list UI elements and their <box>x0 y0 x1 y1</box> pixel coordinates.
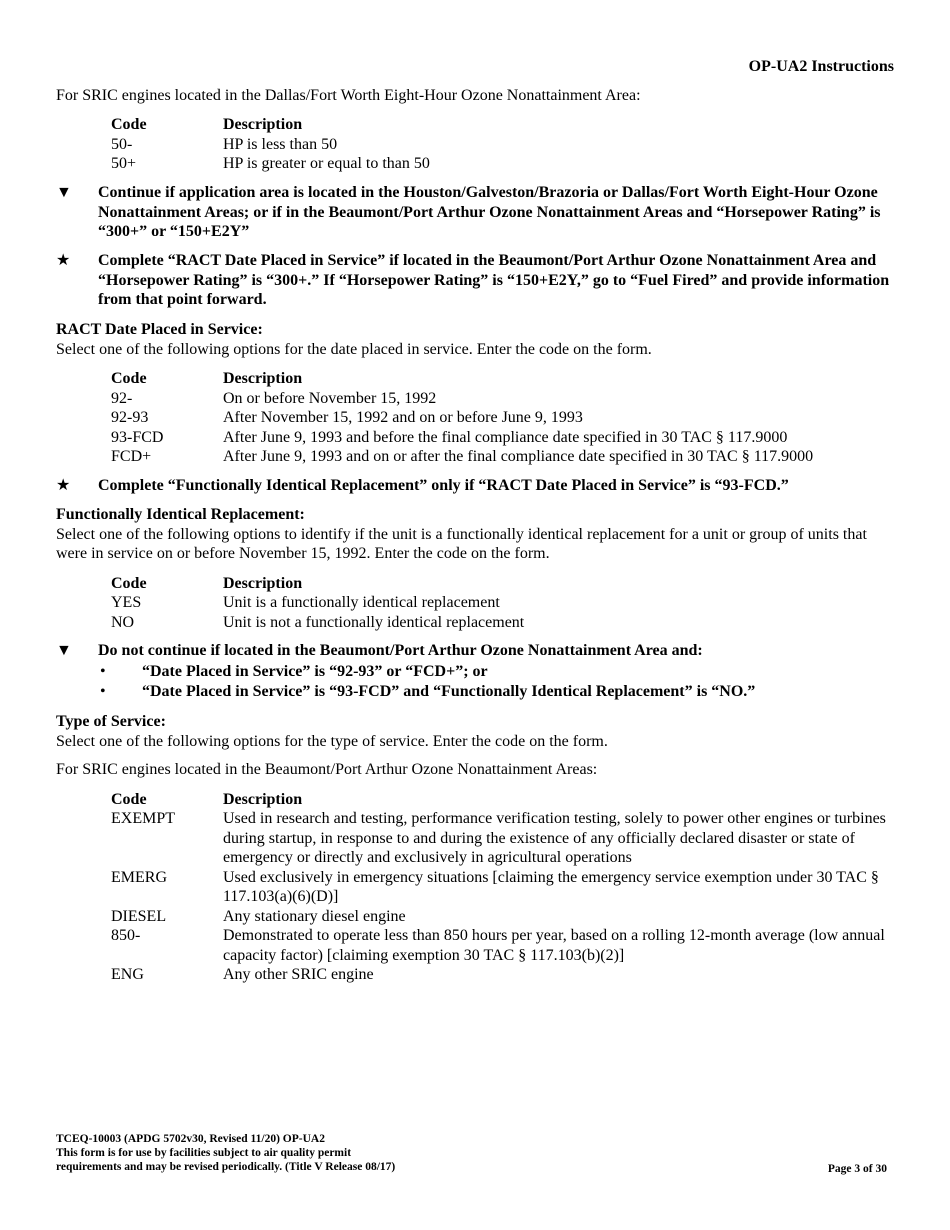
row-description: Any other SRIC engine <box>223 966 374 983</box>
condition-text: “Date Placed in Service” is “93-FCD” and “Functionally Identical Replacement” is “NO.” <box>142 682 756 700</box>
star-icon: ★ <box>56 477 71 494</box>
list-item <box>56 682 894 702</box>
table-row <box>111 907 894 927</box>
table-row <box>111 447 813 467</box>
table-row <box>111 135 430 155</box>
row-description: On or before November 15, 1992 <box>223 389 437 407</box>
row-code: 50- <box>111 135 133 153</box>
row-description: HP is less than 50 <box>223 135 338 153</box>
column-header-code: Code <box>111 370 147 387</box>
column-header-code: Code <box>111 790 147 808</box>
column-header-code: Code <box>111 116 147 133</box>
ract-heading: RACT Date Placed in Service: <box>56 321 263 338</box>
table-row <box>111 965 894 985</box>
ract-table <box>111 369 813 467</box>
service-heading: Type of Service: <box>56 713 166 730</box>
ract-instruction: Select one of the following options for the date placed in service. Enter the code on the form. <box>56 340 652 358</box>
row-description: Any stationary diesel engine <box>223 907 406 925</box>
do-not-continue-conditions <box>56 662 894 702</box>
table-row <box>111 593 524 613</box>
triangle-down-icon: ▼ <box>56 642 72 659</box>
row-description: After June 9, 1993 and on or after the final compliance date specified in 30 TAC § 117.9000 <box>223 448 814 465</box>
complete-ract-instruction-text: Complete “RACT Date Placed in Service” if located in the Beaumont/Port Arthur Ozone Nonattainment Area and “Horsepower Rating” is “300+.” If “Horsepower Rating” is “150+E2Y,” go to “Fuel Fired” and provide information from that point forward. <box>98 252 890 308</box>
column-header-description: Description <box>223 574 303 592</box>
column-header-description: Description <box>223 370 303 387</box>
table-row <box>111 809 894 868</box>
row-description: After June 9, 1993 and before the final compliance date specified in 30 TAC § 117.9000 <box>223 428 788 446</box>
do-not-continue-instruction <box>56 641 894 702</box>
table-row <box>111 389 813 409</box>
fir-heading: Functionally Identical Replacement: <box>56 506 305 523</box>
table-row <box>111 868 894 907</box>
row-code: DIESEL <box>111 907 167 925</box>
table-row <box>111 154 430 174</box>
row-description: HP is greater or equal to than 50 <box>223 155 430 172</box>
row-code: FCD+ <box>111 448 152 465</box>
horsepower-table-block <box>56 115 894 174</box>
row-code: NO <box>111 613 135 631</box>
row-description: Used exclusively in emergency situations [claiming the emergency service exemption under 30 TAC § 117.103(a)(6)(D)] <box>223 868 879 905</box>
list-item <box>56 662 894 682</box>
ract-section <box>56 320 894 467</box>
service-section <box>56 712 894 985</box>
footer-line: requirements and may be revised periodically. (Title V Release 08/17) <box>56 1161 396 1173</box>
service-table <box>111 790 894 985</box>
column-header-description: Description <box>223 790 303 808</box>
continue-instruction <box>56 183 894 242</box>
fir-instruction: Select one of the following options to identify if the unit is a functionally identical replacement for a unit or group of units that were in service on or before November 15, 1992. Enter the code on the form. <box>56 525 867 562</box>
fir-section <box>56 505 894 632</box>
bullet-dot-icon: • <box>100 682 106 700</box>
table-row <box>111 408 813 428</box>
column-header-description: Description <box>223 116 303 133</box>
page-number: Page 3 of 30 <box>827 1163 887 1175</box>
row-code: 92-93 <box>111 409 149 426</box>
horsepower-table <box>111 115 430 174</box>
bullet-dot-icon: • <box>100 662 106 680</box>
table-row <box>111 428 813 448</box>
footer-line: This form is for use by facilities subject to air quality permit <box>56 1147 352 1159</box>
row-description: Demonstrated to operate less than 850 hours per year, based on a rolling 12-month average (low annual capacity factor) [claiming exemption 30 TAC § 117.103(b)(2)] <box>223 927 885 964</box>
row-code: ENG <box>111 966 144 983</box>
triangle-down-icon: ▼ <box>56 184 72 201</box>
table-row <box>111 613 524 633</box>
column-header-code: Code <box>111 574 147 592</box>
row-description: After November 15, 1992 and on or before June 9, 1993 <box>223 409 583 426</box>
row-code: 92- <box>111 389 133 407</box>
page-header-title: OP-UA2 Instructions <box>748 58 894 75</box>
complete-ract-instruction <box>56 251 894 310</box>
continue-instruction-text: Continue if application area is located in the Houston/Galveston/Brazoria or Dallas/Fort Worth Eight-Hour Ozone Nonattainment Areas; or if in the Beaumont/Port Arthur Ozone Nonattainment Areas and “Horsepower Rating” is “300+” or “150+E2Y” <box>98 184 881 240</box>
complete-fir-instruction-text: Complete “Functionally Identical Replacement” only if “RACT Date Placed in Service” is “93-FCD.” <box>98 477 789 494</box>
star-icon: ★ <box>56 252 71 269</box>
row-code: YES <box>111 594 142 611</box>
row-code: 93-FCD <box>111 428 164 446</box>
condition-text: “Date Placed in Service” is “92-93” or “FCD+”; or <box>142 662 488 680</box>
row-description: Unit is not a functionally identical replacement <box>223 613 525 631</box>
row-code: EXEMPT <box>111 810 175 827</box>
row-description: Unit is a functionally identical replacement <box>223 594 500 611</box>
row-code: 50+ <box>111 155 137 172</box>
footer-form-info <box>56 1132 395 1174</box>
bpa-intro: For SRIC engines located in the Beaumont/Port Arthur Ozone Nonattainment Areas: <box>56 761 598 778</box>
row-code: EMERG <box>111 868 167 886</box>
service-instruction: Select one of the following options for the type of service. Enter the code on the form. <box>56 732 608 750</box>
do-not-continue-text: Do not continue if located in the Beaumont/Port Arthur Ozone Nonattainment Area and: <box>98 642 703 659</box>
complete-fir-instruction <box>56 476 894 496</box>
table-row <box>111 926 894 965</box>
dfw-intro: For SRIC engines located in the Dallas/Fort Worth Eight-Hour Ozone Nonattainment Area: <box>56 87 641 104</box>
footer-line: TCEQ-10003 (APDG 5702v30, Revised 11/20) OP-UA2 <box>56 1133 325 1145</box>
row-code: 850- <box>111 927 141 944</box>
row-description: Used in research and testing, performance verification testing, solely to power other engines or turbines during startup, in response to and during the existence of any officially declared disaster or state of emergency or directly and exclusively in agricultural operations <box>223 810 886 866</box>
fir-table <box>111 574 524 633</box>
